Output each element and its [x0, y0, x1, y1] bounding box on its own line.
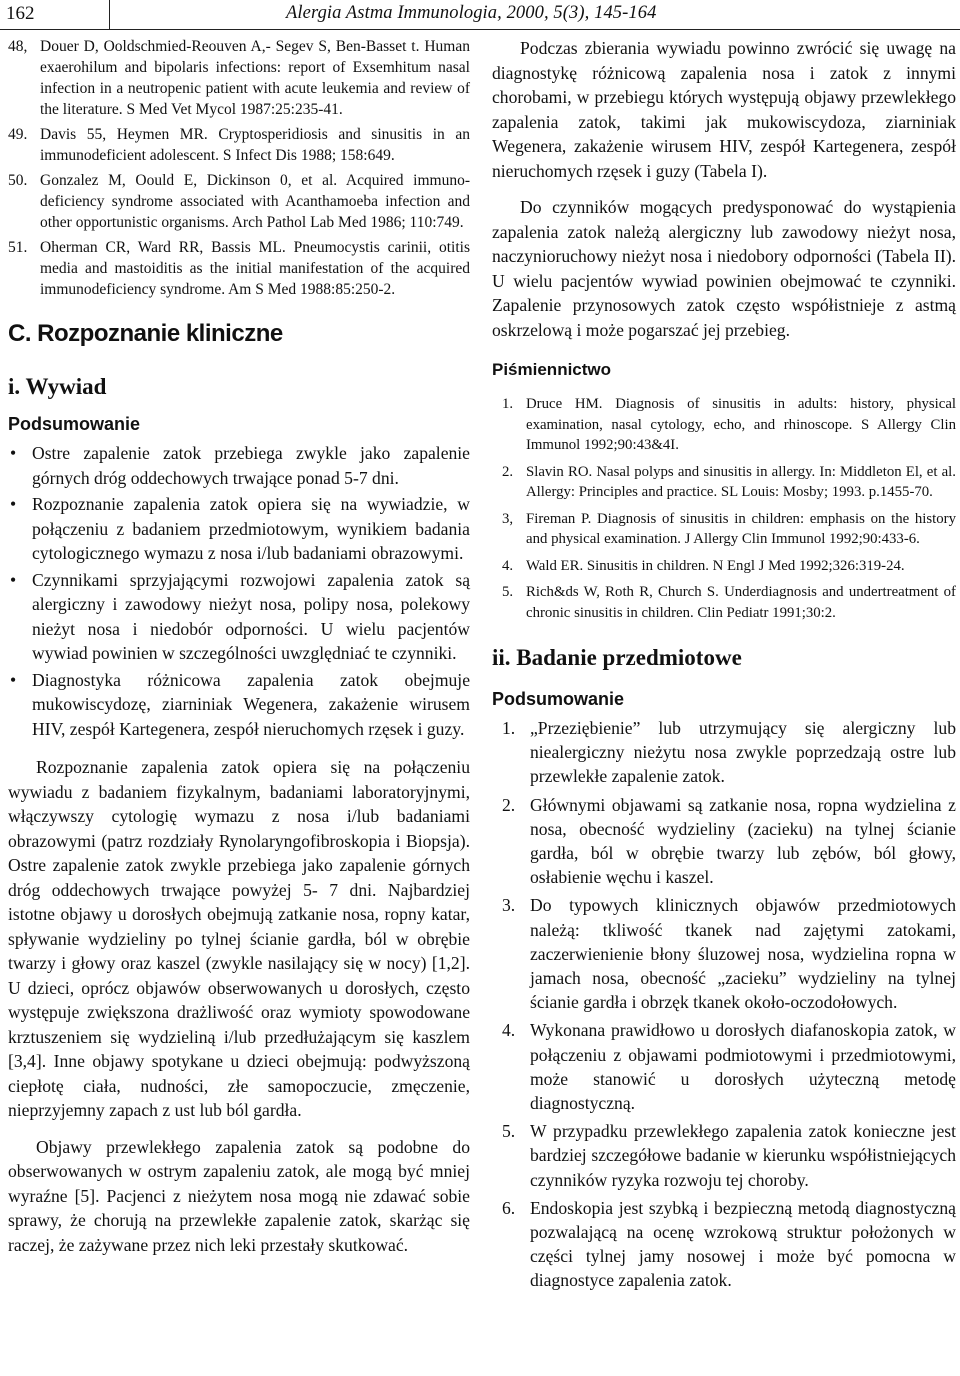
- page-header: [0, 0, 960, 36]
- page-number: 162: [0, 0, 110, 30]
- bullet-item: • Ostre zapalenie zatok przebiega zwykle jako zapalenie górnych dróg oddechowych trwające ponad 5-7 dni.: [10, 443, 470, 488]
- summary-numbered-list: [492, 716, 956, 1293]
- numbered-item: 3. Do typowych klinicznych objawów przedmiotowych należą: tkliwość tkanek nad zajętymi zatokami, zaczerwienienie błony śluzowej nosa, wydzielina ropna w jamach nosa, obecność „zacieku” wydzieliny na tylnej ścianie gardła i obrzęk tkanek około-oczodołowych.: [502, 895, 956, 1013]
- bullet-icon: •: [10, 494, 17, 514]
- section-title: C. Rozpoznanie kliniczne: [8, 320, 283, 347]
- reference-item: 4. Wald ER. Sinusitis in children. N Engl J Med 1992;326:319-24.: [502, 557, 905, 574]
- summary-heading: Podsumowanie: [8, 414, 141, 434]
- bullet-icon: •: [10, 669, 17, 690]
- bullet-icon: •: [10, 569, 17, 590]
- summary-heading: Podsumowanie: [492, 689, 625, 709]
- right-references: [492, 394, 956, 623]
- right-column: [492, 36, 956, 1297]
- journal-title: Alergia Astma Immunologia, 2000, 5(3), 145-164: [286, 3, 657, 23]
- numbered-item: 2. Głównymi objawami są zatkanie nosa, ropna wydzielina z nosa, obecność wydzieliny (zacieku) na tylnej ścianie gardła, ból w obrębie twarzy lub zębów, ból głowy, osłabienie węchu i kaszel.: [502, 794, 956, 888]
- left-references: [8, 36, 470, 300]
- numbered-item: 1. „Przeziębienie” lub utrzymujący się alergiczny lub niealergiczny nieżytu nosa zwykle poprzedzają ostre lub przewlekłe zapalenie zatok.: [502, 718, 956, 787]
- reference-item: 51. Oherman CR, Ward RR, Bassis ML. Pneumocystis carinii, otitis media and mastoiditis as the initial manifestation of the acquired immunodeficiency syndrome. Am S Med 1988:85:250-2.: [8, 239, 470, 298]
- left-column: [8, 36, 470, 1257]
- reference-item: 2. Slavin RO. Nasal polyps and sinusitis in allergy. In: Middleton El, et al. Allergy: Principles and practice. SL Louis: Mosby; 1993. p.1455-70.: [502, 463, 956, 500]
- bullet-icon: •: [10, 443, 17, 463]
- reference-item: 1. Druce HM. Diagnosis of sinusitis in adults: history, physical examination, nasal cytology, echo, and rhinoscope. S Allergy Clin Immunol 1992;90:43&4I.: [502, 396, 956, 453]
- subsection-title-badanie: ii. Badanie przedmiotowe: [492, 645, 742, 670]
- numbered-item: 5. W przypadku przewlekłego zapalenia zatok konieczne jest bardziej szczegółowe badanie w kierunku współistniejących czynników ryzyka rozwoju tej choroby.: [502, 1121, 956, 1190]
- reference-item: 5. Rich&ds W, Roth R, Church S. Underdiagnosis and undertreatment of chronic sinusitis in children. Clin Pediatr 1991;30:2.: [502, 584, 956, 621]
- reference-item: 48, Douer D, Ooldschmied-Reouven A,- Segev S, Ben-Basset t. Human exaerohilum and bipolaris infections: report of Exsemhitum nasal infection in a neutropenic patient with acute leukemia and review of the literature. S Med Vet Mycol 1987:25:235-41.: [8, 38, 470, 118]
- body-paragraph: Objawy przewlekłego zapalenia zatok są podobne do obserwowanych w ostrym zapaleniu zatok, ale mogą być mniej wyraźne [5]. Pacjenci z nieżytem nosa mogą nie zdawać sobie sprawy, że chorują na przewlekłe zapalenie zatok, skarżąc się raczej, że zażywane przez nich leki przestały skutkować.: [8, 1136, 470, 1255]
- numbered-item: 4. Wykonana prawidłowo u dorosłych diafanoskopia zatok, w połączeniu z objawami podmiotowymi i przedmiotowymi, może stanowić u dorosłych użyteczną metodę diagnostyczną.: [502, 1020, 956, 1114]
- reference-item: 49. Davis 55, Heymen MR. Cryptosperidiosis and sinusitis in an immunodeficient adolescent. S Infect Dis 1988; 158:649.: [8, 126, 470, 164]
- reference-item: 3, Fireman P. Diagnosis of sinusitis in children: emphasis on the history and physical examination. J Allergy Clin Immunol 1992;90:433-6.: [502, 510, 956, 547]
- numbered-item: 6. Endoskopia jest szybką i bezpieczną metodą diagnostyczną pozwalającą na ocenę wzrokową struktur położonych w części tylnej jamy nosowej i może być pomocna w diagnostyce zapalenia zatok.: [502, 1197, 956, 1291]
- body-paragraph: Rozpoznanie zapalenia zatok opiera się na połączeniu wywiadu z badaniem fizykalnym, badaniami laboratoryjnymi, włączywszy cytologię wymazu z nosa i/lub badaniami obrazowymi (patrz rozdziały Rynolaryngofibroskopia i Biopsja). Ostre zapalenie zatok zwykle przebiega jako zapalenie górnych dróg oddechowych trwające powyżej 5- 7 dni. Najbardziej istotne objawy u dorosłych obejmują zatkanie nosa, ropny katar, spływanie wydzieliny po tylnej ścianie gardła, ból w obrębie twarzy i głowy oraz kaszel (zwykle nasilający się w nocy) [1,2]. U dzieci, oprócz objawów obserwowanych u dorosłych, często występuje zwiększona drażliwość oraz wymioty spowodowane krztuszeniem się wydzieliną i/lub przedłużającym się kaszlem [3,4]. Inne objawy spotykane u dzieci obejmują: podwyższoną ciepłotę ciała, nudności, złe samopoczucie, zmęczenie, nieprzyjemny zapach z ust lub ból gardła.: [8, 757, 470, 1120]
- subsection-title-wywiad: i. Wywiad: [8, 374, 107, 399]
- body-paragraph: Podczas zbierania wywiadu powinno zwrócić się uwagę na diagnostykę różnicową zapalenia nosa i zatok z innymi chorobami, w przebiegu których występują objawy przewlekłego zapalenia zatok, takimi jak mukowiscydoza, ziarniniak Wegenera, zakażenie wirusem HIV, zespół Kartegenera, zespół nieruchomych rzęsek i guzy (Tabela I).: [492, 38, 956, 181]
- header-rule: [110, 29, 960, 30]
- body-paragraph: Do czynników mogących predysponować do wystąpienia zapalenia zatok należą alergiczny lub zawodowy nieżyt nosa, naczynioruchowy nieżyt nosa i niedobory odporności (Tabela II). U wielu pacjentów wywiad powinien obejmować te czynniki. Zapalenie przynosowych zatok często współistnieje z astmą oskrzelową i może pogarszać jej przebieg.: [492, 197, 956, 340]
- reference-item: 50. Gonzalez M, Oould E, Dickinson 0, et al. Acquired immuno-deficiency syndrome associated with Acanthamoeba infection and other opportunistic organisms. Arch Pathol Lab Med 1986; 110:749.: [8, 172, 470, 231]
- bullet-item: • Diagnostyka różnicowa zapalenia zatok obejmuje mukowiscydozę, ziarniniak Wegenera, zakażenie wirusem HIV, zespół Kartegenera, zespół nieruchomych rzęsek i guzy.: [10, 669, 470, 739]
- references-heading: Piśmiennictwo: [492, 360, 612, 379]
- bullet-item: • Czynnikami sprzyjającymi rozwojowi zapalenia zatok są alergiczny i zawodowy nieżyt nosa, polipy nosa, polekowy nieżyt nosa i niedobór odporności. U wielu pacjentów wywiad powinien w szczególności uwzględniać te czynniki.: [10, 569, 470, 663]
- summary-bullets: [8, 441, 470, 741]
- bullet-item: • Rozpoznanie zapalenia zatok opiera się na wywiadzie, w połączeniu z badaniem przedmiotowym, wynikiem badania cytologicznego wymazu z nosa i/lub badaniami obrazowymi.: [10, 494, 470, 563]
